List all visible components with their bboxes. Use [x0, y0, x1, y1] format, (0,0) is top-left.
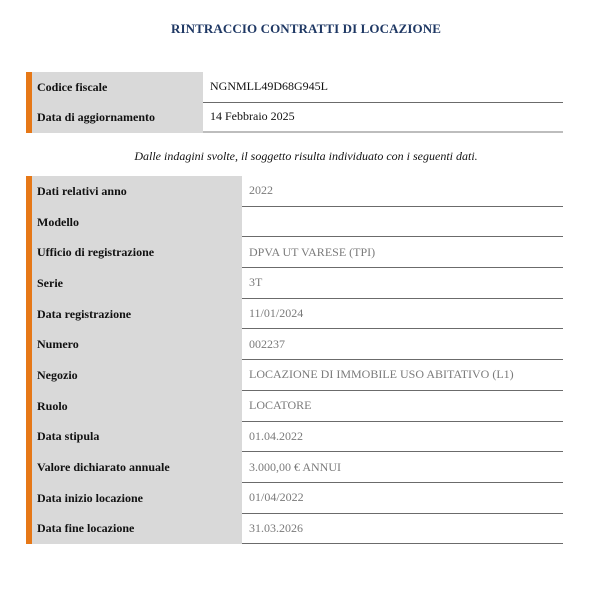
field-label: Serie: [26, 268, 242, 299]
field-label: Modello: [26, 207, 242, 238]
table-row: [26, 299, 563, 330]
table-row: [26, 391, 563, 422]
subject-table: [26, 72, 563, 133]
field-value: LOCAZIONE DI IMMOBILE USO ABITATIVO (L1): [242, 360, 563, 391]
field-value-data-aggiornamento: 14 Febbraio 2025: [203, 103, 563, 134]
table-row: [26, 483, 563, 514]
field-value: LOCATORE: [242, 391, 563, 422]
field-value: 01.04.2022: [242, 422, 563, 453]
accent-bar: [26, 237, 32, 268]
field-label: Data fine locazione: [26, 514, 242, 545]
field-value: 31.03.2026: [242, 514, 563, 545]
field-value: 2022: [242, 176, 563, 207]
accent-bar: [26, 299, 32, 330]
field-label: Data inizio locazione: [26, 483, 242, 514]
accent-bar: [26, 103, 32, 134]
table-row-codice-fiscale: [26, 72, 563, 103]
table-row: [26, 329, 563, 360]
field-value: 3.000,00 € ANNUI: [242, 452, 563, 483]
field-value: DPVA UT VARESE (TPI): [242, 237, 563, 268]
table-row: [26, 514, 563, 545]
accent-bar: [26, 422, 32, 453]
field-value: [242, 207, 563, 238]
field-label: Ufficio di registrazione: [26, 237, 242, 268]
table-row: [26, 360, 563, 391]
table-row: [26, 422, 563, 453]
table-row: [26, 237, 563, 268]
accent-bar: [26, 391, 32, 422]
field-label: Negozio: [26, 360, 242, 391]
table-row: [26, 452, 563, 483]
accent-bar: [26, 452, 32, 483]
accent-bar: [26, 483, 32, 514]
field-value: 002237: [242, 329, 563, 360]
field-label: Data di aggiornamento: [26, 103, 203, 134]
field-label: Dati relativi anno: [26, 176, 242, 207]
accent-bar: [26, 268, 32, 299]
field-label: Valore dichiarato annuale: [26, 452, 242, 483]
accent-bar: [26, 207, 32, 238]
field-label: Data stipula: [26, 422, 242, 453]
field-value: 3T: [242, 268, 563, 299]
intro-text: Dalle indagini svolte, il soggetto risulta individuato con i seguenti dati.: [134, 149, 478, 163]
field-value: 11/01/2024: [242, 299, 563, 330]
field-label: Ruolo: [26, 391, 242, 422]
accent-bar: [26, 329, 32, 360]
accent-bar: [26, 514, 32, 545]
table-row: [26, 207, 563, 238]
field-value-codice-fiscale: NGNMLL49D68G945L: [203, 72, 563, 103]
field-label: Codice fiscale: [26, 72, 203, 103]
table-row-data-aggiornamento: [26, 103, 563, 134]
table-row: [26, 176, 563, 207]
accent-bar: [26, 360, 32, 391]
page-title: RINTRACCIO CONTRATTI DI LOCAZIONE: [171, 21, 441, 36]
contract-table: [26, 176, 563, 544]
field-value: 01/04/2022: [242, 483, 563, 514]
accent-bar: [26, 72, 32, 103]
field-label: Numero: [26, 329, 242, 360]
accent-bar: [26, 176, 32, 207]
table-row: [26, 268, 563, 299]
field-label: Data registrazione: [26, 299, 242, 330]
